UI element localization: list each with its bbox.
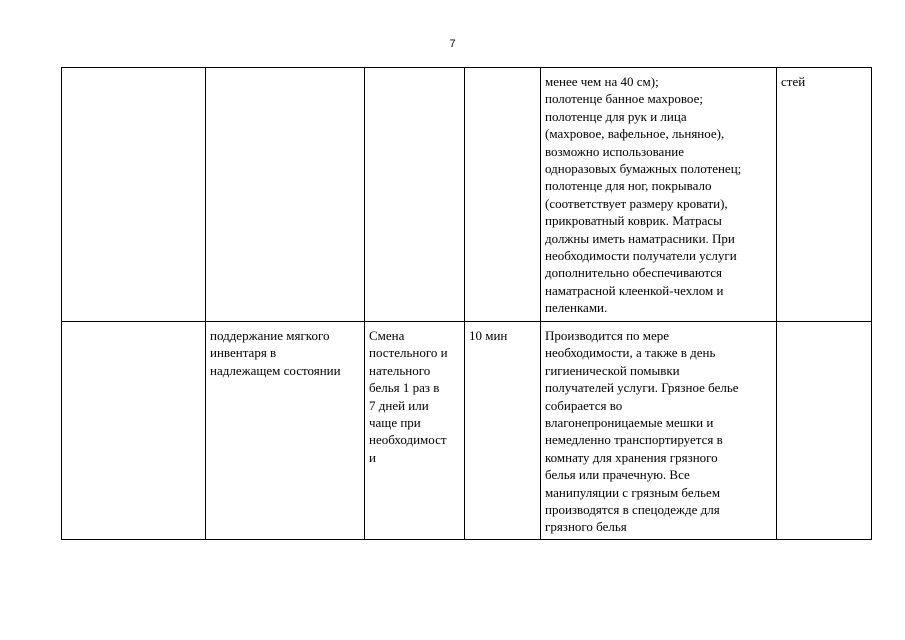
cell-text-line: поддержание мягкого [210, 328, 330, 343]
cell-text-line: необходимости получатели услуги [545, 248, 737, 264]
cell-text-line: инвентаря в [210, 345, 277, 361]
cell-text-line: полотенце для ног, покрывало [545, 178, 712, 194]
table-cell [365, 322, 465, 540]
cell-text-line: производятся в спецодежде для [545, 502, 720, 518]
cell-text-line: получателей услуги. Грязное белье [545, 380, 739, 396]
cell-text-line: 10 мин [469, 328, 508, 343]
table-row [62, 68, 872, 322]
cell-text-line: стей [781, 74, 806, 89]
cell-text-line: необходимост [369, 432, 447, 448]
cell-text-line: немедленно транспортируется в [545, 432, 723, 448]
table-cell [465, 322, 541, 540]
cell-text-line: полотенце для рук и лица [545, 108, 687, 124]
table-cell [206, 322, 365, 540]
cell-text-line: Смена [369, 328, 405, 343]
cell-text-line: комнату для хранения грязного [545, 449, 718, 465]
table-cell [365, 68, 465, 322]
table-cell [465, 68, 541, 322]
cell-text-line: дополнительно обеспечиваются [545, 265, 722, 281]
cell-text-line: (махровое, вафельное, льняное), [545, 126, 725, 142]
services-table [61, 67, 872, 540]
cell-text-line: менее чем на 40 см); [545, 74, 659, 89]
page-number: 7 [449, 38, 456, 50]
cell-text-line: надлежащем состоянии [210, 362, 341, 378]
cell-text-line: прикроватный коврик. Матрасы [545, 213, 722, 229]
table-cell [206, 68, 365, 322]
table-cell [777, 68, 872, 322]
table-cell [62, 322, 206, 540]
cell-text-line: постельного и [369, 345, 448, 361]
cell-text-line: 7 дней или [369, 397, 429, 413]
cell-text-line: одноразовых бумажных полотенец; [545, 161, 742, 177]
cell-text-line: манипуляции с грязным бельем [545, 484, 721, 500]
cell-text-line: белья или прачечную. Все [545, 467, 690, 483]
cell-text-line: пеленками. [545, 300, 608, 316]
cell-text-line: гигиенической помывки [545, 362, 680, 378]
table-cell [541, 68, 777, 322]
cell-text-line: должны иметь наматрасники. При [545, 230, 735, 246]
table-cell [541, 322, 777, 540]
cell-text-line: чаще при [369, 415, 421, 431]
cell-text-line: белья 1 раз в [369, 380, 440, 396]
cell-text-line: нательного [369, 362, 431, 378]
cell-text-line: наматрасной клеенкой-чехлом и [545, 282, 724, 298]
table-cell [777, 322, 872, 540]
table-row [62, 322, 872, 540]
cell-text-line: полотенце банное махровое; [545, 91, 703, 107]
cell-text-line: возможно использование [545, 143, 685, 159]
table-body [62, 68, 872, 540]
cell-text-line: и [369, 449, 376, 465]
cell-text-line: Производится по мере [545, 328, 670, 343]
cell-text-line: (соответствует размеру кровати), [545, 195, 728, 211]
cell-text-line: необходимости, а также в день [545, 345, 716, 361]
cell-text-line: грязного белья [545, 519, 627, 535]
cell-text-line: влагонепроницаемые мешки и [545, 415, 714, 431]
cell-text-line: собирается во [545, 397, 623, 413]
table-cell [62, 68, 206, 322]
